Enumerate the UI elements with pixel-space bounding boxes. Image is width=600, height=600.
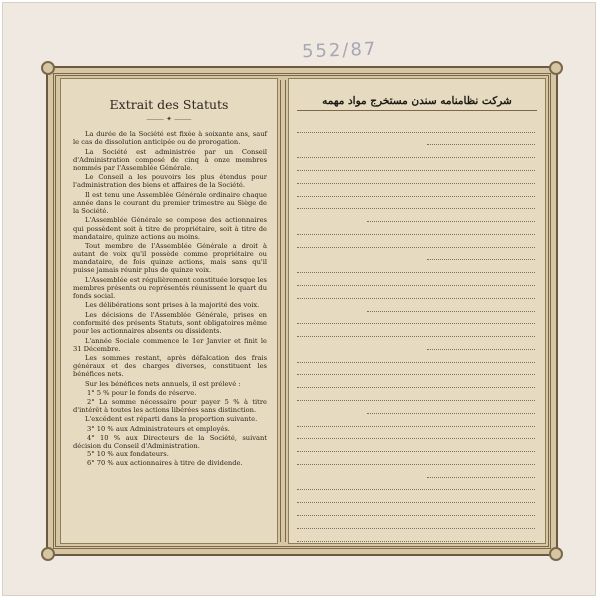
ottoman-heading: شركت نظامنامه سندن مستخرج مواد مهمه (297, 95, 537, 111)
statutes-body (61, 130, 277, 467)
ottoman-text-line (297, 326, 535, 338)
ottoman-text-line (297, 428, 535, 440)
statute-paragraph: L'Assemblée Générale se compose des actionnaires qui possèdent soit à titre de propriétaire, soit à titre de mandataire, quinze actions au moins. (73, 216, 267, 241)
ottoman-text-line (297, 236, 535, 248)
ottoman-text-line (297, 517, 535, 529)
ottoman-text-line (297, 287, 535, 299)
profit-item: 4° 10 % aux Directeurs de la Société, suivant décision du Conseil d'Administration. (73, 433, 267, 450)
ottoman-text-line (297, 389, 535, 401)
ottoman-text-line (297, 159, 535, 171)
profit-item: 3° 10 % aux Administrateurs et employés. (87, 424, 230, 433)
ottoman-text-line (297, 121, 535, 133)
ornamental-frame (46, 66, 558, 556)
statute-paragraph: L'excédent est réparti dans la proportion suivante. (85, 415, 258, 424)
ottoman-script-block (289, 121, 545, 544)
ottoman-text-line (297, 377, 535, 389)
ottoman-text-line (297, 530, 535, 542)
profit-item: 6° 70 % aux actionnaires à titre de dividende. (87, 459, 243, 468)
ottoman-text-line (297, 172, 535, 184)
ottoman-text-line (367, 402, 535, 414)
statute-paragraph: Les sommes restant, après défalcation des frais généraux et des charges diverses, constituent les bénéfices nets. (73, 354, 267, 379)
ottoman-text-line (297, 313, 535, 325)
ottoman-text-line (297, 274, 535, 286)
statute-paragraph: Le Conseil a les pouvoirs les plus étendus pour l'administration des biens et affaires de la Société. (73, 173, 267, 190)
ottoman-text-line (297, 415, 535, 427)
column-divider (280, 80, 286, 542)
ottoman-text-line (297, 198, 535, 210)
corner-ornament-icon (549, 547, 563, 561)
ottoman-text-line (367, 210, 535, 222)
ottoman-text-line (297, 504, 535, 516)
statute-paragraph: Sur les bénéfices nets annuels, il est prélevé : (85, 379, 241, 388)
ottoman-text-line (297, 185, 535, 197)
ottoman-text-line (297, 262, 535, 274)
corner-ornament-icon (41, 547, 55, 561)
ottoman-text-line (427, 134, 535, 146)
ottoman-text-line (297, 223, 535, 235)
ottoman-text-line (297, 479, 535, 491)
ottoman-text-line (297, 351, 535, 363)
ottoman-text-line (297, 364, 535, 376)
statute-paragraph: Les décisions de l'Assemblée Générale, prises en conformité des présents Statuts, sont obligatoires même pour les actionnaires absents ou dissidents. (73, 310, 267, 336)
french-statutes-panel (60, 78, 278, 544)
ottoman-statutes-panel (288, 78, 546, 544)
ottoman-text-line (297, 147, 535, 159)
ottoman-text-line (297, 441, 535, 453)
profit-item: 1° 5 % pour le fonds de réserve. (87, 389, 197, 398)
statute-paragraph: Il est tenu une Assemblée Générale ordinaire chaque année dans le courant du premier trimestre au Siège de la Société. (73, 190, 267, 215)
statutes-title: Extrait des Statuts (109, 97, 229, 112)
ottoman-text-line (367, 300, 535, 312)
ottoman-text-line (427, 338, 535, 350)
handwritten-note: 552/87 (301, 38, 378, 63)
statute-paragraph: L'année Sociale commence le 1er Janvier et finit le 31 Décembre. (73, 336, 267, 353)
title-flourish-icon: ⸻ ✦ ⸻ (146, 115, 192, 123)
ottoman-text-line (297, 492, 535, 504)
statute-paragraph: La durée de la Société est fixée à soixante ans, sauf le cas de dissolution anticipée ou de prorogation. (73, 130, 267, 147)
ottoman-text-line (427, 249, 535, 261)
ottoman-text-line (427, 466, 535, 478)
profit-item: 2° La somme nécessaire pour payer 5 % à titre d'intérêt à toutes les actions libérées sans distinction. (73, 398, 267, 415)
corner-ornament-icon (549, 61, 563, 75)
document-sheet (2, 2, 596, 596)
profit-item: 5° 10 % aux fondateurs. (87, 450, 169, 459)
corner-ornament-icon (41, 61, 55, 75)
ottoman-text-line (297, 453, 535, 465)
ottoman-text-line (297, 543, 535, 544)
statute-paragraph: Les délibérations sont prises à la majorité des voix. (85, 301, 260, 310)
statute-paragraph: La Société est administrée par un Conseil d'Administration composé de cinq à onze membres nommés par l'Assemblée Générale. (73, 147, 267, 172)
statute-paragraph: L'Assemblée est régulièrement constituée lorsque les membres présents ou représentés réunissent le quart du fonds social. (73, 275, 267, 300)
statute-paragraph: Tout membre de l'Assemblée Générale a droit à autant de voix qu'il possède comme propriétaire ou mandataire, de fois quinze actions, mais sans qu'il puisse jamais réunir plus de quinze voix. (73, 242, 267, 275)
